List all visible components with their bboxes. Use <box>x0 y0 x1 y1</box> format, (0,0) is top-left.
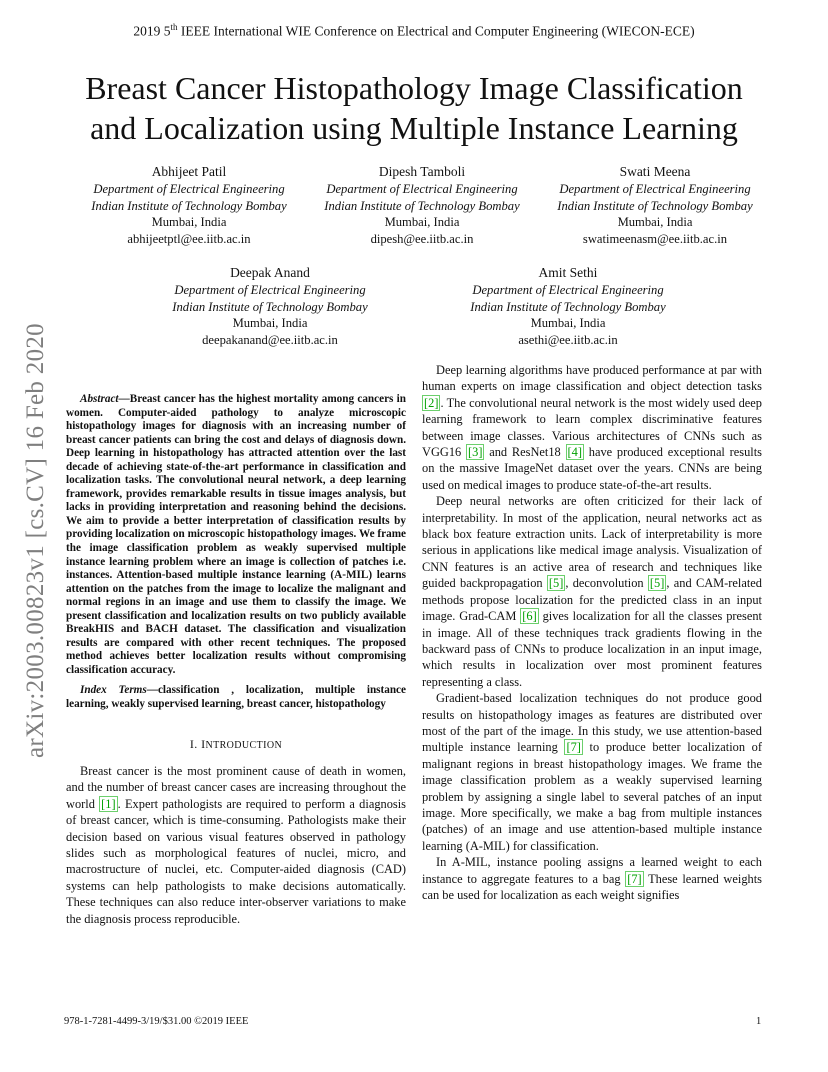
section-heading-introduction <box>66 736 406 754</box>
citation-link[interactable]: [7] <box>566 740 581 755</box>
index-terms <box>66 684 406 711</box>
author-institution: Indian Institute of Technology Bombay <box>91 198 287 213</box>
citation-link[interactable]: [2] <box>424 395 439 410</box>
author-city: Mumbai, India <box>530 316 606 331</box>
right-column <box>422 362 762 903</box>
author-block-3 <box>540 164 770 248</box>
intro-paragraph-1 <box>66 763 406 927</box>
paragraph-text: , deconvolution <box>565 576 648 591</box>
title-line-2: and Localization using Multiple Instance Learning <box>90 110 738 146</box>
author-email[interactable]: dipesh@ee.iitb.ac.in <box>370 232 474 247</box>
author-institution: Indian Institute of Technology Bombay <box>557 198 753 213</box>
section-numeral: I. <box>189 736 202 751</box>
author-department: Department of Electrical Engineering <box>326 181 518 196</box>
abstract-text: —Breast cancer has the highest mortality among cancers in women. Computer-aided pathology to analyze microscopic histopathology images for diagnosis with an increasing number of breast cancer patients can bring the cost and delays of diagnosis down. Deep learning in histopathology has attracted attention over the last decade of achieving state-of-the-art performance in classification and localization tasks. The convolutional neural network, a deep learning framework, provides remarkable results in tissue images analysis, but lacks in providing interpretation and reasoning behind the decisions. We aim to provide a better interpretation of classification results by providing localization on microscopic histopathology images. We frame the image classification problem as weakly supervised multiple instance learning problem where an image is collection of patches i.e. instances. Attention-based multiple instance learning (A-MIL) learns attention on the patches from the image to localize the malignant and normal regions in an image and use them to classify the image. We present classification and localization results on two publicly available BreakHIS and BACH dataset. The classification and visualization results are compared with other recent techniques. The proposed method achieves better localization results without compromising classification accuracy. <box>66 393 406 676</box>
author-name: Deepak Anand <box>230 265 310 280</box>
author-email[interactable]: abhijeetptl@ee.iitb.ac.in <box>127 232 251 247</box>
citation-link[interactable]: [1] <box>101 796 116 811</box>
citation-link[interactable]: [6] <box>522 609 537 624</box>
paragraph-text: Deep learning algorithms have produced performance at par with human experts on image classification and object detection tasks <box>422 363 762 394</box>
author-name: Swati Meena <box>619 164 691 179</box>
conference-ordinal: th <box>170 22 178 32</box>
author-city: Mumbai, India <box>384 215 460 230</box>
author-name: Dipesh Tamboli <box>378 164 466 179</box>
index-terms-label: Index Terms <box>80 684 147 697</box>
section-heading-smallcaps: NTRODUCTION <box>205 739 283 751</box>
conference-year: 2019 5 <box>133 23 171 39</box>
right-paragraph-4 <box>422 854 762 903</box>
paragraph-text: to produce better localization of malignant regions in breast histopathology images. We frame the image classification problem as a weakly supervised learning problem by assigning a single label to several patches of an input image. More specifically, we make a bag from multiple instances (patches) of an image and use attention-based multiple instance learning (A-MIL) for classification. <box>422 740 762 853</box>
author-name: Amit Sethi <box>538 265 598 280</box>
arxiv-stamp[interactable]: arXiv:2003.00823v1 [cs.CV] 16 Feb 2020 <box>22 323 49 758</box>
abstract <box>66 393 406 677</box>
paragraph-text: Breast cancer is the most prominent cause of death in women, and the number of breast cancer cases are increasing throughout the world <box>66 763 406 811</box>
paragraph-text: gives localization for all the classes present in image. All of these techniques track gradients flowing in the backward pass of CNNs to produce localization in an input image, which results in localization over most prominent features representing a class. <box>422 609 762 689</box>
citation-link[interactable]: [3] <box>468 445 483 460</box>
paragraph-text: and ResNet18 <box>484 445 566 460</box>
title-line-1: Breast Cancer Histopathology Image Classification <box>85 70 743 106</box>
author-department: Department of Electrical Engineering <box>174 282 366 297</box>
author-city: Mumbai, India <box>232 316 308 331</box>
conference-name: IEEE International WIE Conference on Electrical and Computer Engineering (WIECON-ECE) <box>177 23 695 39</box>
citation-link[interactable]: [7] <box>627 871 642 886</box>
right-paragraph-3 <box>422 690 762 854</box>
author-institution: Indian Institute of Technology Bombay <box>172 299 368 314</box>
author-name: Abhijeet Patil <box>151 164 227 179</box>
abstract-label: Abstract <box>80 393 119 405</box>
author-block-1 <box>74 164 304 248</box>
index-terms-text: —classification , localization, multiple instance learning, weakly supervised learning, breast cancer, histopathology <box>66 684 406 711</box>
paragraph-text: In A-MIL, instance pooling assigns a learned weight to each instance to aggregate features to a bag <box>422 855 762 886</box>
author-block-5 <box>453 265 683 349</box>
author-city: Mumbai, India <box>151 215 227 230</box>
citation-link[interactable]: [4] <box>567 445 582 460</box>
author-institution: Indian Institute of Technology Bombay <box>470 299 666 314</box>
citation-link[interactable]: [5] <box>548 576 564 591</box>
author-block-4 <box>155 265 385 349</box>
paragraph-text: Deep neural networks are often criticized for their lack of interpretability. In most of the application, neural networks act as black box feature extraction units. Lack of interpretability is more serious in applications like medical image analysis. Visualization of CNN features is an active area of research and techniques like guided backpropagation <box>422 494 762 591</box>
author-institution: Indian Institute of Technology Bombay <box>324 198 520 213</box>
author-department: Department of Electrical Engineering <box>559 181 751 196</box>
left-column <box>66 393 406 927</box>
paragraph-text: Gradient-based localization techniques do not produce good results on histopathology images as features are distributed over most of the part of the image. In this study, we use attention-based multiple instance learning <box>422 691 762 755</box>
right-paragraph-1 <box>422 362 762 493</box>
section-heading-initial: I <box>201 736 206 751</box>
paragraph-text: have produced exceptional results on the massive ImageNet dataset over the years. CNNs are being used on medical images to produce state-of-the-art results. <box>422 445 762 492</box>
paragraph-text: . Expert pathologists are required to perform a diagnosis of breast cancer, which is time-consuming. Pathologists make their decision based on various visual features observed in pathology slides such as morphological features of nuclei, micro, and macrostructure of nuclei, etc. Computer-aided diagnosis (CAD) systems can help pathologists to make decisions automatically. These techniques can also reduce inter-observer variations to make the diagnosis process reproducible. <box>66 796 406 926</box>
page-number: 1 <box>756 1016 762 1027</box>
author-email[interactable]: deepakanand@ee.iitb.ac.in <box>202 333 338 348</box>
paragraph-text: . The convolutional neural network is the most widely used deep learning framework to learn complex discriminative features between image classes. Various architectures of CNNs such as VGG16 <box>422 395 762 460</box>
paper-title <box>40 68 788 148</box>
author-department: Department of Electrical Engineering <box>93 181 285 196</box>
copyright-footer: 978-1-7281-4499-3/19/$31.00 ©2019 IEEE <box>64 1016 249 1027</box>
author-email[interactable]: asethi@ee.iitb.ac.in <box>518 333 618 348</box>
author-city: Mumbai, India <box>617 215 693 230</box>
author-email[interactable]: swatimeenasm@ee.iitb.ac.in <box>582 232 728 247</box>
conference-header <box>0 22 828 40</box>
paragraph-text: These learned weights can be used for localization as each weight signifies <box>422 871 762 902</box>
citation-link[interactable]: [5] <box>649 576 665 591</box>
paragraph-text: , and CAM-related methods propose localization for the predicted class in an input image. Grad-CAM <box>422 576 763 624</box>
right-paragraph-2 <box>422 493 762 690</box>
author-department: Department of Electrical Engineering <box>472 282 664 297</box>
author-block-2 <box>307 164 537 248</box>
